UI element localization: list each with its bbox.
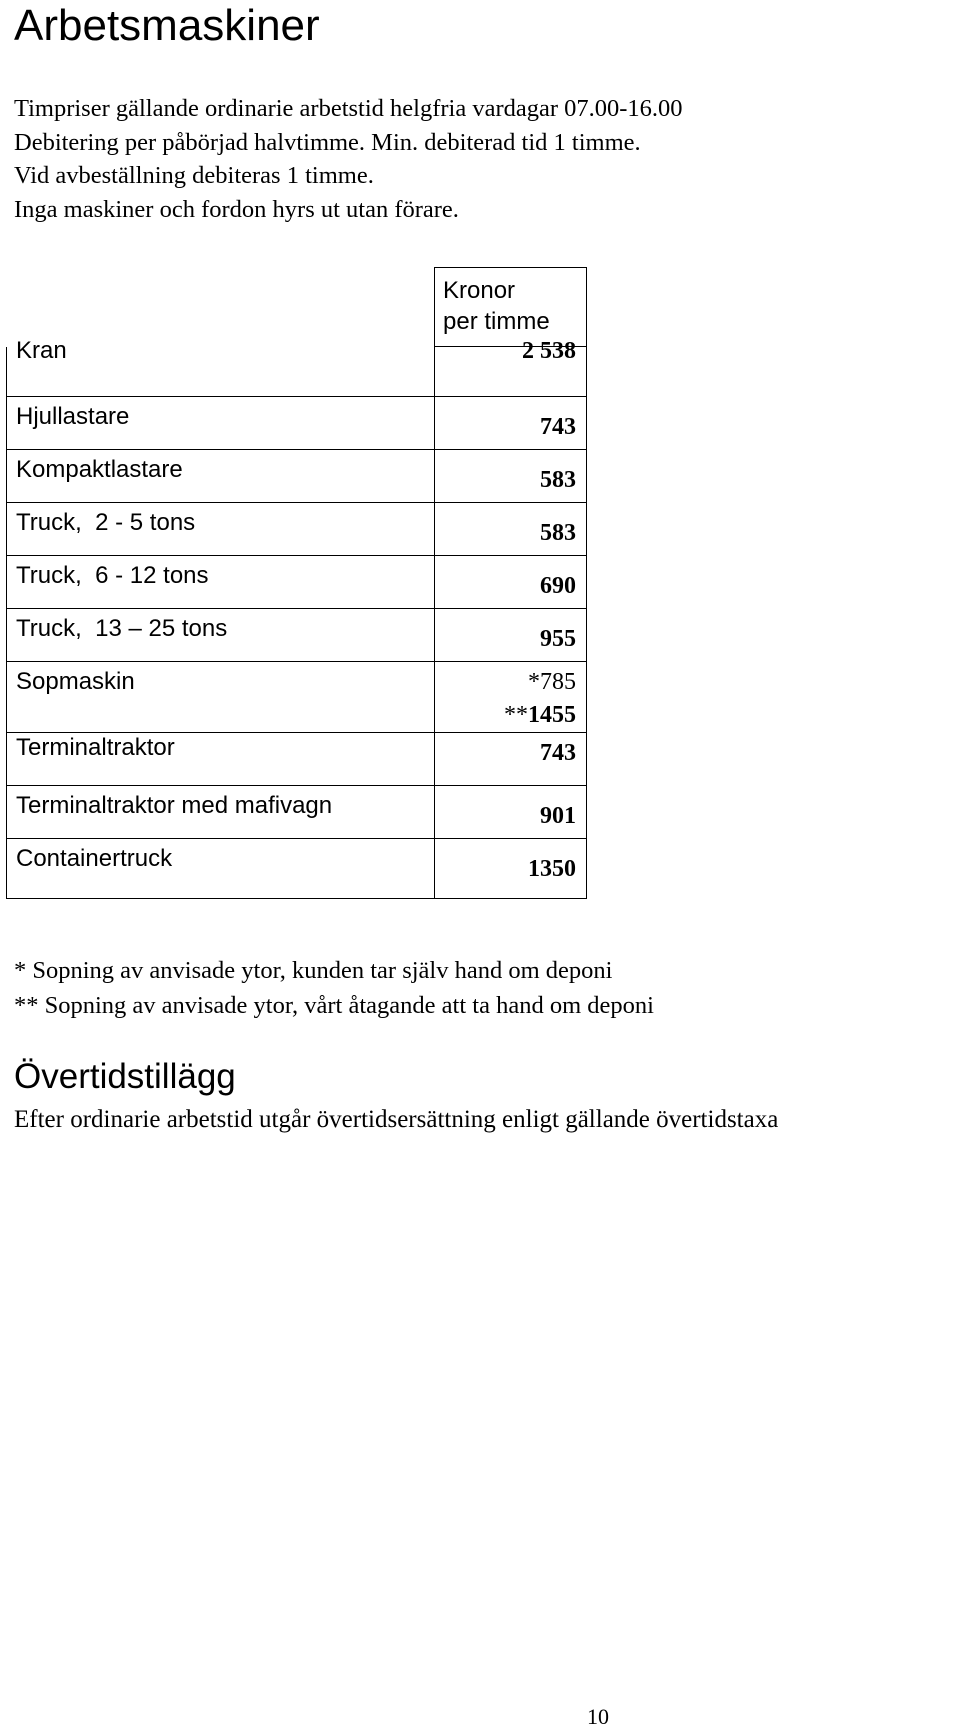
- machine-label: Sopmaskin: [7, 662, 435, 733]
- price-value-text: 785: [540, 669, 576, 695]
- header-unit: Kronor: [443, 277, 516, 304]
- price-value: 583: [435, 503, 587, 556]
- section-title: Övertidstillägg: [14, 1057, 236, 1096]
- price-value: 743: [435, 733, 587, 786]
- header-period: per timme: [443, 308, 550, 335]
- table-row: [7, 503, 587, 556]
- machine-label: Terminaltraktor: [7, 733, 435, 786]
- price-value: 1350: [435, 839, 587, 899]
- machine-label: Kompaktlastare: [7, 450, 435, 503]
- header-cell: [435, 268, 587, 347]
- machine-label: Truck, 6 - 12 tons: [7, 556, 435, 609]
- footnote: * Sopning av anvisade ytor, kunden tar själv hand om deponi: [14, 957, 613, 984]
- price-value: 955: [435, 609, 587, 662]
- page-title: Arbetsmaskiner: [14, 1, 320, 50]
- table-row: [7, 347, 587, 397]
- footnote-marker: **: [504, 702, 528, 728]
- intro-line: Debitering per påbörjad halvtimme. Min. debiterad tid 1 timme.: [14, 128, 641, 156]
- machine-label: Hjullastare: [7, 397, 435, 450]
- price-line-without-disposal: [435, 699, 576, 732]
- table-row: [7, 662, 587, 733]
- footnotes: [14, 953, 654, 1023]
- intro-line: Timpriser gällande ordinarie arbetstid helgfria vardagar 07.00-16.00: [14, 95, 683, 122]
- price-value: [435, 338, 587, 397]
- price-value: 583: [435, 450, 587, 503]
- intro-line: Vid avbeställning debiteras 1 timme.: [14, 162, 374, 189]
- page-number: 10: [587, 1704, 609, 1729]
- intro-line: Inga maskiner och fordon hyrs ut utan förare.: [14, 195, 459, 223]
- price-value: [435, 662, 587, 733]
- machine-label-text: Kran: [16, 336, 67, 364]
- machine-label: [7, 336, 435, 397]
- machine-label: Terminaltraktor med mafivagn: [7, 786, 435, 839]
- table-row: [7, 839, 587, 899]
- price-table: [6, 267, 587, 899]
- price-line-with-disposal: [435, 666, 576, 699]
- machine-label: Truck, 2 - 5 tons: [7, 503, 435, 556]
- price-value: 690: [435, 556, 587, 609]
- price-value: 901: [435, 786, 587, 839]
- table-row: [7, 733, 587, 786]
- price-value: 743: [435, 397, 587, 450]
- machine-label: Truck, 13 – 25 tons: [7, 609, 435, 662]
- table-row: [7, 786, 587, 839]
- price-value-text: 1455: [528, 702, 576, 728]
- price-value-text: 2 538: [522, 338, 576, 364]
- footnote-marker: *: [528, 669, 540, 695]
- section-body: Efter ordinarie arbetstid utgår övertidsersättning enligt gällande övertidstaxa: [14, 1106, 779, 1133]
- table-row: [7, 556, 587, 609]
- table-row: [7, 397, 587, 450]
- table-row: [7, 450, 587, 503]
- machine-label: Containertruck: [7, 839, 435, 899]
- intro-text: [14, 92, 683, 226]
- footnote: ** Sopning av anvisade ytor, vårt åtagande att ta hand om deponi: [14, 992, 654, 1019]
- table-row: [7, 609, 587, 662]
